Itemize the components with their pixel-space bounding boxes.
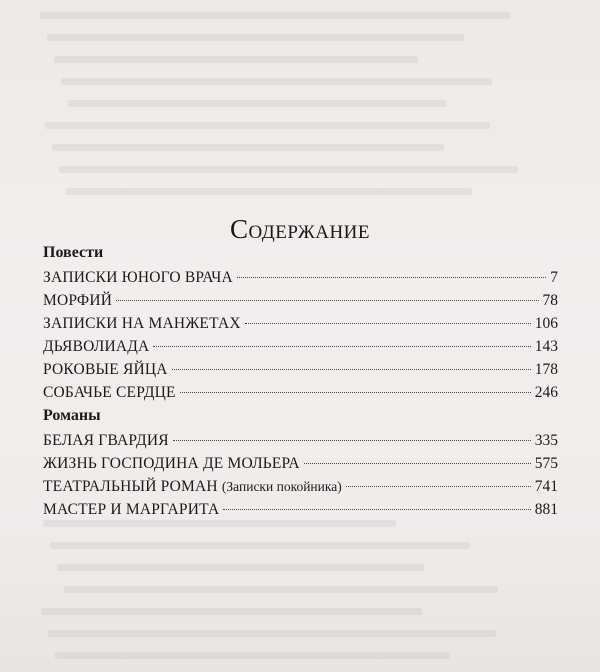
bleed-line xyxy=(43,520,396,527)
page-title: Содержание xyxy=(229,214,371,245)
bleed-line xyxy=(45,122,490,129)
bleed-line xyxy=(41,608,422,615)
entry-page-number: 143 xyxy=(534,338,558,355)
dot-leader xyxy=(180,392,531,393)
dot-leader xyxy=(116,300,538,301)
entry-page-number: 246 xyxy=(534,384,558,401)
toc-entry xyxy=(43,266,558,289)
dot-leader xyxy=(346,486,531,487)
entry-page-number: 881 xyxy=(534,501,558,518)
entry-page-number: 7 xyxy=(550,269,558,286)
entry-title: МОРФИЙ xyxy=(43,292,113,309)
toc-entry xyxy=(43,498,558,521)
bleed-line xyxy=(55,652,450,659)
dot-leader xyxy=(173,440,531,441)
section-heading: Повести xyxy=(43,244,104,261)
bleed-line xyxy=(48,630,496,637)
entry-page-number: 178 xyxy=(534,361,558,378)
entry-title: СОБАЧЬЕ СЕРДЦЕ xyxy=(43,384,176,401)
bleed-line xyxy=(64,586,498,593)
toc-entry xyxy=(43,452,558,475)
toc-entry xyxy=(43,475,558,498)
dot-leader xyxy=(153,346,530,347)
entry-title: ЖИЗНЬ ГОСПОДИНА ДЕ МОЛЬЕРА xyxy=(43,455,300,472)
section-romany xyxy=(43,405,558,521)
dot-leader xyxy=(304,463,531,464)
entry-title: ДЬЯВОЛИАДА xyxy=(43,338,150,355)
dot-leader xyxy=(223,509,530,510)
entry-page-number: 741 xyxy=(534,478,558,495)
section-povesti xyxy=(43,242,558,404)
toc-entry xyxy=(43,381,558,404)
entry-page-number: 335 xyxy=(534,432,558,449)
entry-title: РОКОВЫЕ ЯЙЦА xyxy=(43,361,168,378)
toc-entry xyxy=(43,429,558,452)
bleed-line xyxy=(40,12,510,19)
bleed-line xyxy=(50,542,470,549)
bleed-line xyxy=(61,78,492,85)
bleed-line xyxy=(66,188,472,195)
toc-entry xyxy=(43,312,558,335)
entry-title: ЗАПИСКИ ЮНОГО ВРАЧА xyxy=(43,269,233,286)
bleed-line xyxy=(47,34,464,41)
bleed-line xyxy=(57,564,424,571)
dot-leader xyxy=(172,369,531,370)
section-heading: Романы xyxy=(43,407,101,424)
dot-leader xyxy=(237,277,546,278)
entry-title xyxy=(43,475,342,498)
dot-leader xyxy=(245,323,531,324)
entry-title: МАСТЕР И МАРГАРИТА xyxy=(43,501,220,518)
bleed-line xyxy=(68,100,446,107)
entry-title: ЗАПИСКИ НА МАНЖЕТАХ xyxy=(43,315,241,332)
entry-page-number: 78 xyxy=(542,292,558,309)
entry-page-number: 575 xyxy=(534,455,558,472)
toc-entry xyxy=(43,289,558,312)
bleed-line xyxy=(54,56,418,63)
toc-entry xyxy=(43,335,558,358)
entry-title-main: ТЕАТРАЛЬНЫЙ РОМАН xyxy=(43,478,218,495)
entry-subtitle: (Записки покойника) xyxy=(221,479,342,494)
entry-title: БЕЛАЯ ГВАРДИЯ xyxy=(43,432,169,449)
bleed-line xyxy=(52,144,444,151)
bleed-line xyxy=(59,166,518,173)
entry-page-number: 106 xyxy=(534,315,558,332)
toc-entry xyxy=(43,358,558,381)
